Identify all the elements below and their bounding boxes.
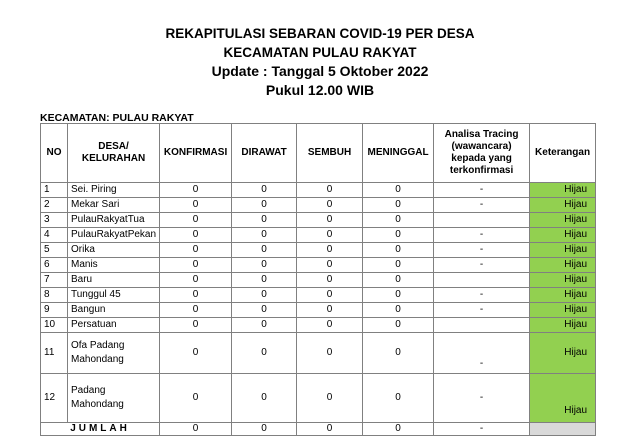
cell-sembuh: 0 <box>297 273 363 288</box>
cell-meninggal: 0 <box>363 183 434 198</box>
cell-dirawat: 0 <box>232 198 297 213</box>
table-row <box>41 228 596 243</box>
status-badge: Hijau <box>530 333 596 374</box>
total-sembuh: 0 <box>297 423 363 436</box>
cell-sembuh: 0 <box>297 243 363 258</box>
cell-sembuh: 0 <box>297 213 363 228</box>
cell-sembuh: 0 <box>297 183 363 198</box>
subheading: KECAMATAN: PULAU RAKYAT <box>40 112 194 124</box>
title-line-1: REKAPITULASI SEBARAN COVID-19 PER DESA <box>165 26 475 41</box>
cell-no: 12 <box>41 374 68 423</box>
cell-tracing: - <box>434 258 530 273</box>
title-line-2: KECAMATAN PULAU RAKYAT <box>223 45 417 60</box>
total-konfirmasi: 0 <box>160 423 232 436</box>
total-meninggal: 0 <box>363 423 434 436</box>
cell-desa: Bangun <box>68 303 160 318</box>
header-tracing <box>434 124 530 183</box>
cell-desa-line1: Padang <box>71 385 106 396</box>
cell-meninggal: 0 <box>363 198 434 213</box>
cell-tracing: - <box>434 228 530 243</box>
cell-dirawat: 0 <box>232 273 297 288</box>
header-tracing-line4: terkonfirmasi <box>449 165 514 176</box>
cell-meninggal: 0 <box>363 303 434 318</box>
cell-no: 5 <box>41 243 68 258</box>
cell-sembuh: 0 <box>297 228 363 243</box>
status-badge: Hijau <box>530 213 596 228</box>
status-badge: Hijau <box>530 258 596 273</box>
table-row <box>41 374 596 423</box>
cell-sembuh: 0 <box>297 374 363 423</box>
table-row <box>41 288 596 303</box>
status-badge: Hijau <box>530 273 596 288</box>
cell-sembuh: 0 <box>297 198 363 213</box>
table-row <box>41 303 596 318</box>
header-desa-line1: DESA/ <box>98 141 129 152</box>
cell-konfirmasi: 0 <box>160 288 232 303</box>
cell-sembuh: 0 <box>297 288 363 303</box>
cell-konfirmasi: 0 <box>160 303 232 318</box>
cell-meninggal: 0 <box>363 273 434 288</box>
cell-desa: Orika <box>68 243 160 258</box>
cell-dirawat: 0 <box>232 258 297 273</box>
cell-no: 9 <box>41 303 68 318</box>
cell-desa: PulauRakyatTua <box>68 213 160 228</box>
table-row <box>41 333 596 374</box>
cell-meninggal: 0 <box>363 374 434 423</box>
cell-desa: PulauRakyatPekan <box>68 228 160 243</box>
covid-table <box>40 123 596 436</box>
table-row <box>41 213 596 228</box>
cell-no: 4 <box>41 228 68 243</box>
cell-sembuh: 0 <box>297 258 363 273</box>
cell-no: 8 <box>41 288 68 303</box>
cell-konfirmasi: 0 <box>160 374 232 423</box>
cell-dirawat: 0 <box>232 183 297 198</box>
header-meninggal: MENINGGAL <box>363 124 434 183</box>
status-badge: Hijau <box>530 243 596 258</box>
total-row <box>41 423 596 436</box>
cell-dirawat: 0 <box>232 228 297 243</box>
cell-meninggal: 0 <box>363 288 434 303</box>
header-tracing-line1: Analisa Tracing <box>444 129 519 140</box>
table-row <box>41 318 596 333</box>
cell-desa <box>68 374 160 423</box>
cell-meninggal: 0 <box>363 213 434 228</box>
cell-tracing <box>434 213 530 228</box>
status-badge: Hijau <box>530 318 596 333</box>
cell-desa: Manis <box>68 258 160 273</box>
cell-desa: Baru <box>68 273 160 288</box>
cell-dirawat: 0 <box>232 374 297 423</box>
cell-tracing: - <box>434 374 530 423</box>
header-tracing-line2: (wawancara) <box>451 141 512 152</box>
header-tracing-line3: kepada yang <box>451 153 512 164</box>
cell-meninggal: 0 <box>363 228 434 243</box>
cell-no: 2 <box>41 198 68 213</box>
cell-tracing: - <box>434 243 530 258</box>
title-line-4: Pukul 12.00 WIB <box>265 82 375 98</box>
cell-dirawat: 0 <box>232 213 297 228</box>
cell-no: 7 <box>41 273 68 288</box>
header-desa <box>68 124 160 183</box>
cell-tracing <box>434 318 530 333</box>
status-badge: Hijau <box>530 183 596 198</box>
cell-desa: Persatuan <box>68 318 160 333</box>
cell-desa: Sei. Piring <box>68 183 160 198</box>
cell-desa: Mekar Sari <box>68 198 160 213</box>
cell-meninggal: 0 <box>363 333 434 374</box>
cell-meninggal: 0 <box>363 258 434 273</box>
status-badge: Hijau <box>530 374 596 423</box>
cell-meninggal: 0 <box>363 318 434 333</box>
header-row <box>41 124 596 183</box>
status-badge: Hijau <box>530 228 596 243</box>
status-badge: Hijau <box>530 303 596 318</box>
cell-dirawat: 0 <box>232 318 297 333</box>
status-badge: Hijau <box>530 198 596 213</box>
cell-no: 11 <box>41 333 68 374</box>
cell-konfirmasi: 0 <box>160 183 232 198</box>
cell-no: 6 <box>41 258 68 273</box>
header-no: NO <box>41 124 68 183</box>
cell-konfirmasi: 0 <box>160 213 232 228</box>
status-badge: Hijau <box>530 288 596 303</box>
total-keterangan <box>530 423 596 436</box>
cell-tracing <box>434 273 530 288</box>
cell-meninggal: 0 <box>363 243 434 258</box>
header-sembuh: SEMBUH <box>297 124 363 183</box>
cell-dirawat: 0 <box>232 288 297 303</box>
report-title <box>0 24 640 100</box>
total-tracing: - <box>434 423 530 436</box>
cell-dirawat: 0 <box>232 303 297 318</box>
cell-desa-line2: Mahondang <box>71 354 124 365</box>
title-line-3: Update : Tanggal 5 Oktober 2022 <box>211 63 429 79</box>
cell-desa <box>68 333 160 374</box>
cell-tracing: - <box>434 303 530 318</box>
table-row <box>41 183 596 198</box>
cell-desa-line2: Mahondang <box>71 399 124 410</box>
total-label: JUMLAH <box>41 423 160 436</box>
cell-desa-line1: Ofa Padang <box>71 340 125 351</box>
cell-konfirmasi: 0 <box>160 228 232 243</box>
table-row <box>41 243 596 258</box>
cell-konfirmasi: 0 <box>160 318 232 333</box>
cell-tracing: - <box>434 183 530 198</box>
cell-tracing: - <box>434 198 530 213</box>
header-dirawat: DIRAWAT <box>232 124 297 183</box>
cell-konfirmasi: 0 <box>160 273 232 288</box>
header-keterangan: Keterangan <box>530 124 596 183</box>
cell-tracing: - <box>434 288 530 303</box>
header-desa-line2: KELURAHAN <box>81 153 146 164</box>
cell-no: 3 <box>41 213 68 228</box>
cell-dirawat: 0 <box>232 243 297 258</box>
cell-sembuh: 0 <box>297 303 363 318</box>
cell-sembuh: 0 <box>297 318 363 333</box>
total-dirawat: 0 <box>232 423 297 436</box>
cell-dirawat: 0 <box>232 333 297 374</box>
cell-no: 10 <box>41 318 68 333</box>
cell-tracing: - <box>434 333 530 374</box>
cell-konfirmasi: 0 <box>160 258 232 273</box>
cell-konfirmasi: 0 <box>160 243 232 258</box>
table-row <box>41 198 596 213</box>
cell-konfirmasi: 0 <box>160 198 232 213</box>
cell-no: 1 <box>41 183 68 198</box>
table-row <box>41 273 596 288</box>
cell-desa: Tunggul 45 <box>68 288 160 303</box>
table-row <box>41 258 596 273</box>
cell-sembuh: 0 <box>297 333 363 374</box>
cell-konfirmasi: 0 <box>160 333 232 374</box>
header-konfirmasi: KONFIRMASI <box>160 124 232 183</box>
